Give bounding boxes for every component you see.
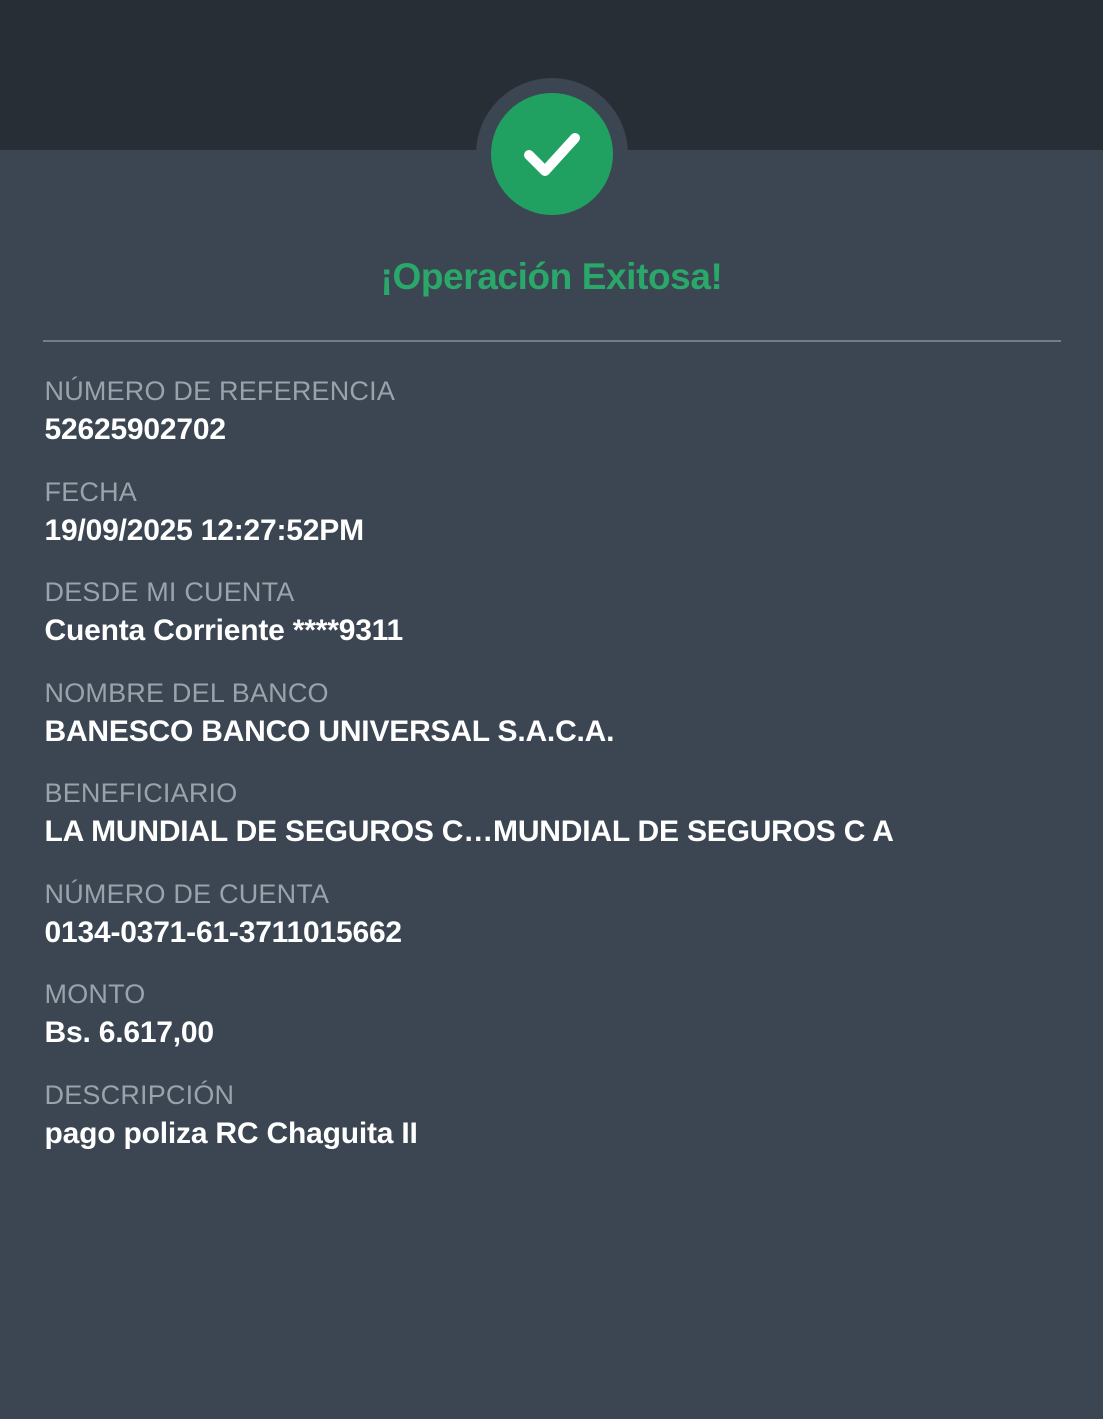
field-bank-name [45,678,1061,750]
field-label: MONTO [44,979,146,1010]
field-label: DESDE MI CUENTA [44,577,295,608]
field-label: NÚMERO DE REFERENCIA [44,376,396,406]
field-date [45,477,1061,549]
field-value: 52625902702 [44,413,226,447]
field-value: 0134-0371-61-3711015662 [44,915,402,949]
check-circle-icon [491,93,613,215]
receipt-panel [0,150,1103,1180]
field-value: BANESCO BANCO UNIVERSAL S.A.C.A. [44,714,615,748]
field-value: pago poliza RC Chaguita II [44,1116,418,1150]
field-reference [45,376,1061,448]
field-label: FECHA [44,476,138,507]
divider [43,340,1061,342]
field-amount [45,979,1061,1051]
field-beneficiary [45,778,1061,850]
field-value: Cuenta Corriente ****9311 [44,614,403,648]
field-label: NÚMERO DE CUENTA [44,878,330,909]
field-value: Bs. 6.617,00 [44,1016,214,1050]
field-value: 19/09/2025 12:27:52PM [44,513,364,547]
field-account-number [45,879,1061,951]
receipt-fields [43,376,1061,1151]
field-label: DESCRIPCIÓN [44,1079,235,1110]
field-label: BENEFICIARIO [44,778,238,809]
success-badge [476,78,628,230]
field-value: LA MUNDIAL DE SEGUROS C…MUNDIAL DE SEGUROS C A [44,815,894,849]
field-description [45,1080,1061,1152]
field-source-account [45,577,1061,649]
field-label: NOMBRE DEL BANCO [44,677,329,708]
page-title: ¡Operación Exitosa! [380,256,723,297]
